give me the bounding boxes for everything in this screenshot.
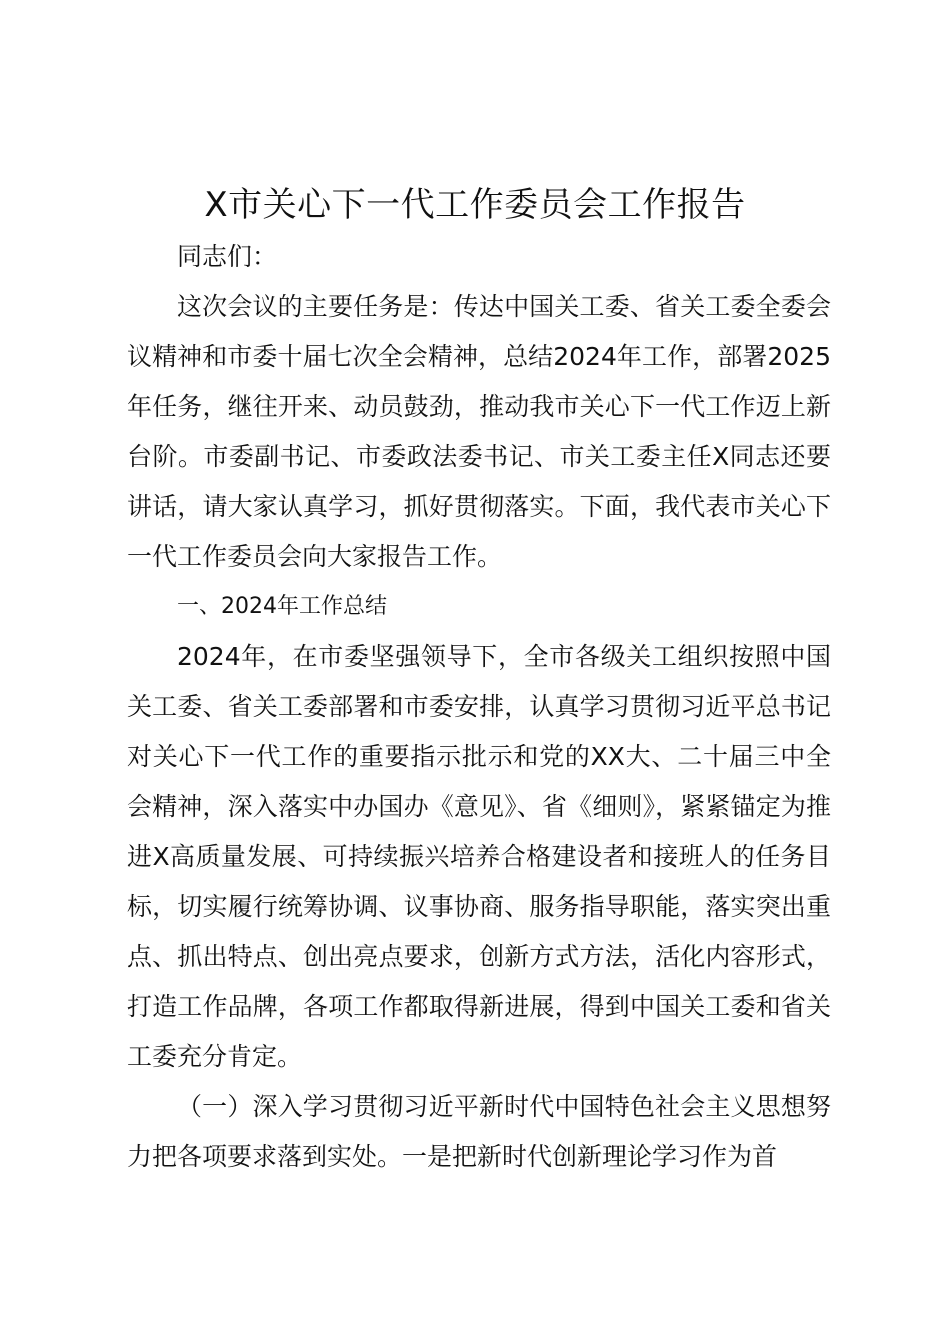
paragraph-subsection-1: （一）深入学习贯彻习近平新时代中国特色社会主义思想努力把各项要求落到实处。一是把新时代创新理论学习作为首 [127,1092,831,1171]
document-body [127,232,831,1182]
paragraph-intro: 这次会议的主要任务是：传达中国关工委、省关工委全委会议精神和市委十届七次全会精神，总结2024年工作，部署2025年任务，继往开来、动员鼓劲，推动我市关心下一代工作迈上新台阶。市委副书记、市委政法委书记、市关工委主任X同志还要讲话，请大家认真学习，抓好贯彻落实。下面，我代表市关心下一代工作委员会向大家报告工作。 [127,292,831,571]
paragraph-summary: 2024年，在市委坚强领导下，全市各级关工组织按照中国关工委、省关工委部署和市委安排，认真学习贯彻习近平总书记对关心下一代工作的重要指示批示和党的XX大、二十届三中全会精神，深入落实中办国办《意见》、省《细则》，紧紧锚定为推进X高质量发展、可持续振兴培养合格建设者和接班人的任务目标，切实履行统筹协调、议事协商、服务指导职能，落实突出重点、抓出特点、创出亮点要求，创新方式方法，活化内容形式，打造工作品牌，各项工作都取得新进展，得到中国关工委和省关工委充分肯定。 [127,642,831,1071]
salutation: 同志们： [177,242,278,271]
section-heading: 一、2024年工作总结 [177,594,387,619]
document-title: X市关心下一代工作委员会工作报告 [204,185,746,225]
